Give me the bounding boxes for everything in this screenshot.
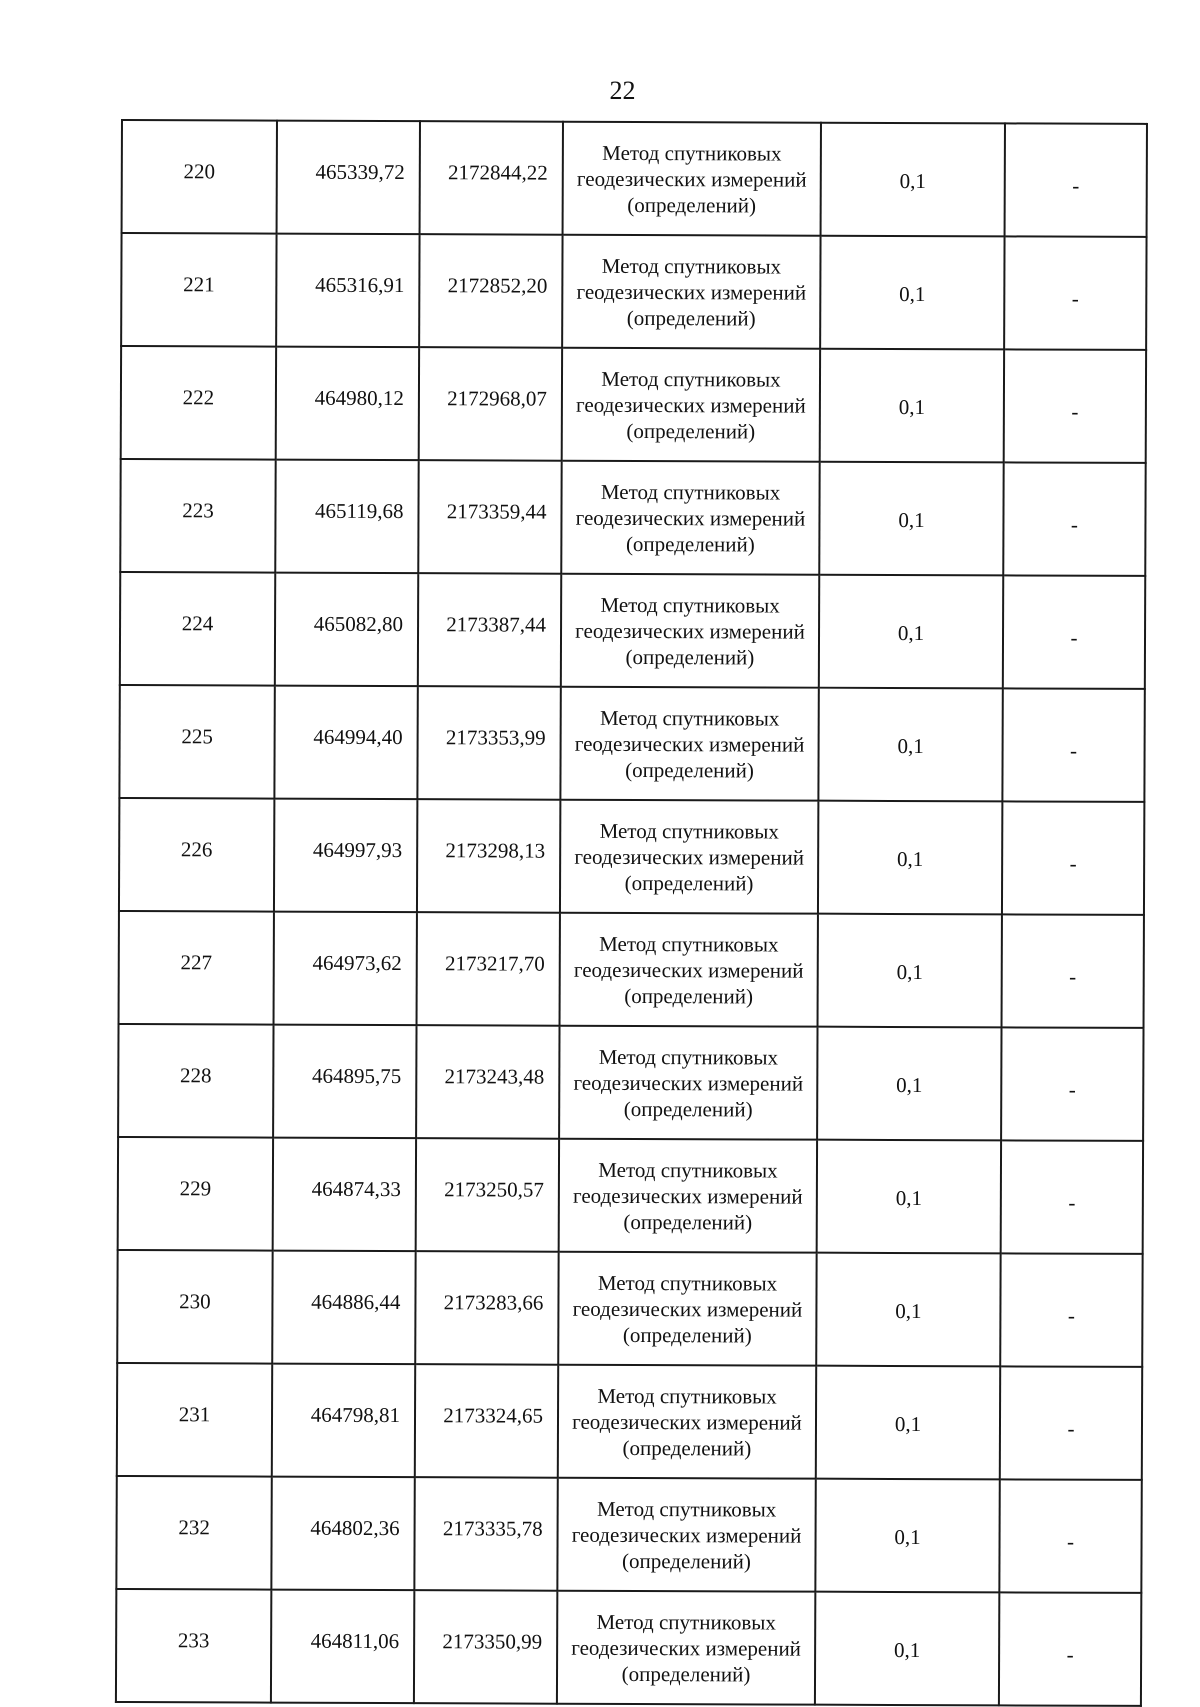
x-coordinate-cell: 464997,93 [274,799,417,913]
note-cell: - [1004,236,1146,350]
y-coordinate-cell: 2173335,78 [414,1477,557,1591]
x-coordinate-cell: 465082,80 [275,573,418,687]
accuracy-cell: 0,1 [816,1253,1000,1367]
point-number-cell: 231 [117,1363,272,1477]
method-line: (определений) [623,1096,753,1121]
method-line: (определений) [625,757,754,782]
point-number-cell: 221 [121,233,276,347]
method-line: (определений) [626,305,756,330]
accuracy-cell: 0,1 [820,236,1004,350]
point-number-cell: 229 [118,1137,273,1251]
method-line: Метод спутниковых [596,1609,776,1635]
y-coordinate-cell: 2173359,44 [418,460,561,574]
method-line: Метод спутниковых [598,1044,779,1070]
method-line: геодезических измерений [573,957,804,983]
accuracy-cell: 0,1 [820,349,1004,463]
method-line: Метод спутниковых [601,366,781,392]
note-cell: - [1001,1027,1143,1141]
note-cell: - [1005,123,1147,237]
x-coordinate-cell: 464980,12 [276,347,419,461]
accuracy-cell: 0,1 [815,1592,999,1706]
y-coordinate-cell: 2173387,44 [418,573,561,687]
note-cell: - [1003,462,1145,576]
method-line: геодезических измерений [575,505,806,531]
method-cell [560,800,818,914]
y-coordinate-cell: 2173250,57 [416,1138,559,1252]
method-line: (определений) [624,870,754,895]
point-number-cell: 224 [120,572,275,686]
method-line: Метод спутниковых [600,479,781,505]
note-cell: - [999,1592,1141,1706]
y-coordinate-cell: 2173217,70 [417,912,560,1026]
method-line: (определений) [624,983,754,1008]
method-line: Метод спутниковых [597,1270,778,1296]
point-number-cell: 220 [122,120,277,234]
method-line: (определений) [621,1661,751,1686]
method-line: (определений) [622,1322,752,1347]
method-cell [561,574,819,688]
y-coordinate-cell: 2172852,20 [419,234,562,348]
table-row [119,911,1144,1028]
method-cell [557,1478,815,1592]
y-coordinate-cell: 2173283,66 [415,1251,558,1365]
y-coordinate-cell: 2173350,99 [414,1590,557,1704]
x-coordinate-cell: 464994,40 [274,686,417,800]
table-row [116,1476,1141,1593]
table-row [116,1589,1141,1706]
method-line: Метод спутниковых [598,1157,778,1183]
x-coordinate-cell: 464973,62 [274,912,417,1026]
x-coordinate-cell: 465339,72 [277,121,420,235]
table-row [121,233,1146,350]
y-coordinate-cell: 2173298,13 [417,799,560,913]
method-line: геодезических измерений [574,731,805,757]
table-row [117,1363,1142,1480]
method-line: геодезических измерений [572,1409,802,1435]
method-line: Метод спутниковых [596,1496,777,1522]
accuracy-cell: 0,1 [817,1027,1001,1141]
x-coordinate-cell: 465316,91 [276,234,419,348]
accuracy-cell: 0,1 [818,914,1002,1028]
accuracy-cell: 0,1 [817,1140,1001,1254]
method-line: геодезических измерений [574,844,805,870]
method-line: геодезических измерений [576,392,806,418]
method-line: Метод спутниковых [597,1383,777,1409]
table-row [119,685,1144,802]
method-line: (определений) [622,1548,751,1573]
method-cell [563,122,821,236]
x-coordinate-cell: 464874,33 [273,1138,416,1252]
table-row [118,1137,1143,1254]
method-cell [558,1252,816,1366]
method-cell [562,235,820,349]
point-number-cell: 226 [119,798,274,912]
y-coordinate-cell: 2173324,65 [415,1364,558,1478]
x-coordinate-cell: 464811,06 [271,1590,414,1704]
method-line: Метод спутниковых [599,818,779,844]
point-number-cell: 227 [119,911,274,1025]
accuracy-cell: 0,1 [816,1366,1000,1480]
note-cell: - [1002,801,1144,915]
x-coordinate-cell: 464886,44 [272,1251,415,1365]
table-row [122,120,1147,237]
method-line: Метод спутниковых [600,592,780,618]
method-line: геодезических измерений [573,1070,804,1096]
x-coordinate-cell: 464798,81 [272,1364,415,1478]
x-coordinate-cell: 464895,75 [273,1025,416,1139]
method-line: (определений) [627,192,757,217]
table-body [116,120,1147,1706]
note-cell: - [1003,575,1145,689]
note-cell: - [999,1479,1141,1593]
accuracy-cell: 0,1 [819,462,1003,576]
point-number-cell: 232 [116,1476,271,1590]
method-line: геодезических измерений [576,279,807,305]
accuracy-cell: 0,1 [819,575,1003,689]
note-cell: - [1000,1366,1142,1480]
point-number-cell: 228 [118,1024,273,1138]
table-row [119,798,1144,915]
y-coordinate-cell: 2173353,99 [417,686,560,800]
method-line: геодезических измерений [575,618,805,644]
y-coordinate-cell: 2172968,07 [419,347,562,461]
point-number-cell: 230 [117,1250,272,1364]
method-line: (определений) [626,418,756,443]
method-cell [560,687,818,801]
method-line: (определений) [625,531,755,556]
method-line: Метод спутниковых [599,705,780,731]
method-cell [557,1591,815,1705]
table-row [121,346,1146,463]
accuracy-cell: 0,1 [818,801,1002,915]
method-cell [558,1365,816,1479]
method-line: геодезических измерений [571,1635,802,1661]
point-number-cell: 225 [119,685,274,799]
method-line: (определений) [622,1435,752,1460]
method-cell [561,461,819,575]
method-cell [559,1139,817,1253]
method-cell [559,1026,817,1140]
method-cell [560,913,818,1027]
note-cell: - [1004,349,1146,463]
note-cell: - [1000,1253,1142,1367]
method-line: геодезических измерений [576,166,807,192]
coordinates-table [115,119,1148,1707]
method-line: (определений) [625,644,755,669]
table-row [118,1024,1143,1141]
point-number-cell: 233 [116,1589,271,1703]
accuracy-cell: 0,1 [821,123,1005,237]
method-line: Метод спутниковых [602,140,782,166]
accuracy-cell: 0,1 [818,688,1002,802]
table-row [120,572,1145,689]
method-line: Метод спутниковых [601,253,782,279]
method-cell [562,348,820,462]
accuracy-cell: 0,1 [815,1479,999,1593]
x-coordinate-cell: 465119,68 [275,460,418,574]
point-number-cell: 223 [120,459,275,573]
y-coordinate-cell: 2172844,22 [420,121,563,235]
x-coordinate-cell: 464802,36 [271,1477,414,1591]
method-line: (определений) [623,1209,753,1234]
note-cell: - [1002,688,1144,802]
method-line: геодезических измерений [572,1296,803,1322]
method-line: геодезических измерений [571,1522,802,1548]
method-line: геодезических измерений [572,1183,803,1209]
page-number: 22 [609,76,636,105]
y-coordinate-cell: 2173243,48 [416,1025,559,1139]
note-cell: - [1001,1140,1143,1254]
table-row [117,1250,1142,1367]
table-row [120,459,1145,576]
point-number-cell: 222 [121,346,276,460]
note-cell: - [1002,914,1144,1028]
method-line: Метод спутниковых [599,931,779,957]
